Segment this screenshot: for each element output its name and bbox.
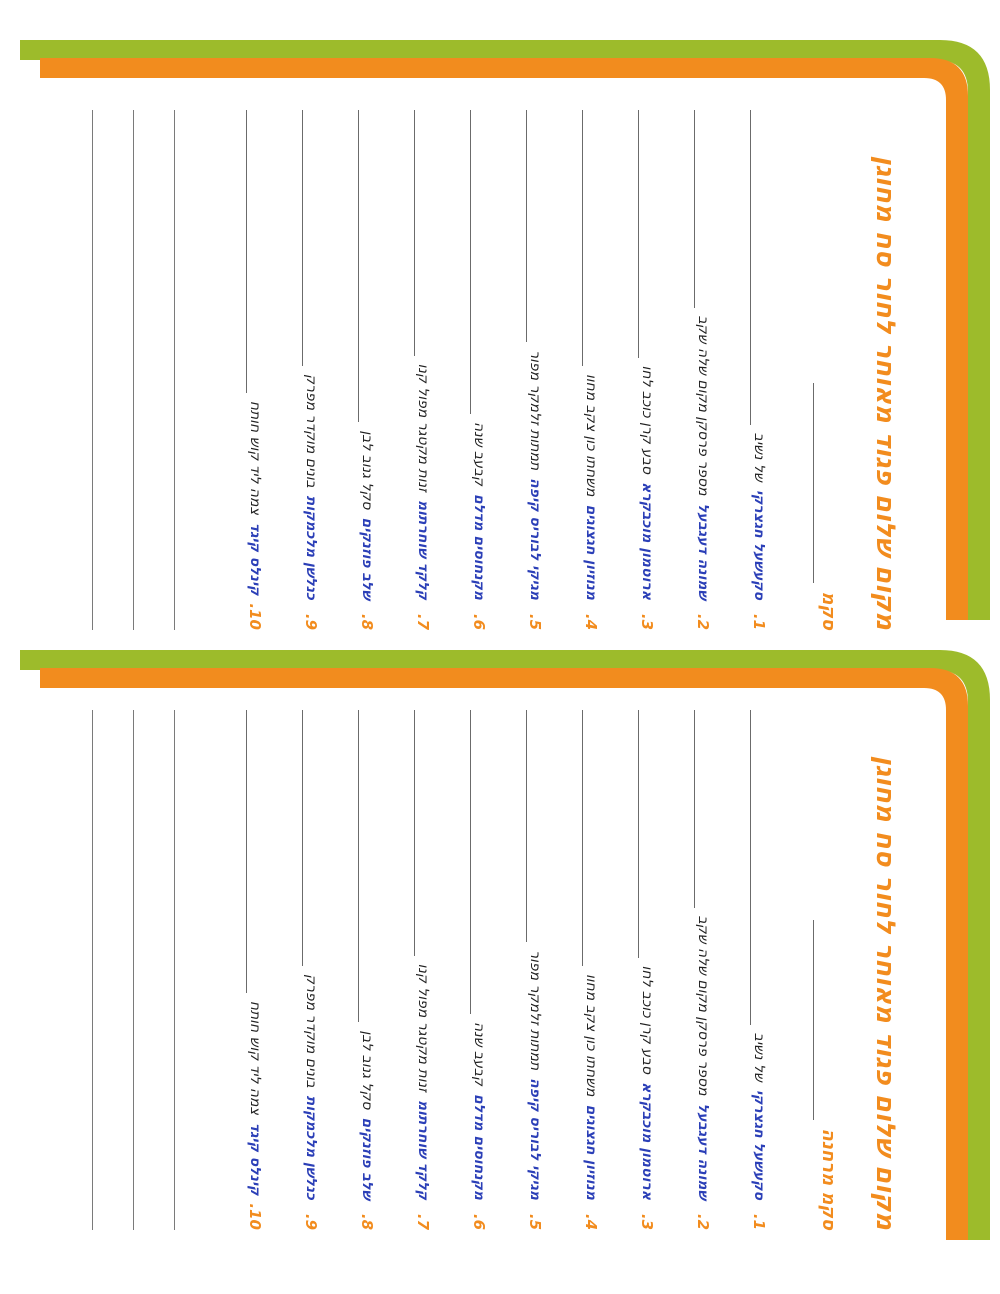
answer-line[interactable] — [639, 110, 656, 358]
question-text: סבע קרן כוכב לחו — [639, 965, 655, 1075]
question-number: 1. — [750, 613, 768, 630]
question-keyword: שלב פוזנקים — [359, 1117, 375, 1200]
extra-line[interactable] — [92, 710, 133, 1230]
question-number: 5. — [526, 1213, 544, 1230]
answer-line[interactable] — [415, 110, 432, 356]
question-number: 10. — [246, 603, 264, 630]
question-text: צמה ליד קוש חותח — [247, 1000, 263, 1115]
question-text: של נשיב — [751, 432, 767, 482]
question-keyword: ארוטמון מוכבקרא — [639, 1082, 655, 1200]
answer-line[interactable] — [359, 110, 376, 422]
name-row — [813, 383, 843, 630]
question-item — [563, 110, 619, 630]
question-item — [283, 710, 339, 1230]
question-keyword: קלקד שוחרתומ — [415, 1099, 431, 1200]
question-item — [227, 710, 283, 1230]
question-keyword: שמונה דעגבעל — [695, 503, 711, 600]
worksheet-title: מקום שלום פגוד מאוחר לחור סח מחוגן — [870, 155, 900, 630]
question-text: צמה ליד קוש חותח — [247, 400, 263, 515]
name-label: סקמ — [818, 591, 839, 630]
question-number: 4. — [582, 1213, 600, 1230]
question-keyword: מגיקי לבוריס קיפה — [527, 478, 543, 600]
question-text: מספר פרסקן מקום שלה שקב — [695, 315, 711, 496]
question-item — [507, 110, 563, 630]
question-number: 7. — [414, 613, 432, 630]
answer-line[interactable] — [303, 110, 320, 366]
question-number: 2. — [694, 1213, 712, 1230]
question-item — [507, 710, 563, 1230]
question-number: 6. — [470, 1213, 488, 1230]
question-number: 6. — [470, 613, 488, 630]
answer-line[interactable] — [695, 710, 712, 908]
question-number: 3. — [638, 1213, 656, 1230]
question-number: 2. — [694, 613, 712, 630]
name-field[interactable] — [813, 383, 836, 583]
question-text: תמתות זלמקר מפור — [527, 350, 543, 471]
answer-line[interactable] — [359, 710, 376, 1022]
question-text: זנות מקטגר מפול קנו — [415, 963, 431, 1092]
question-keyword: מגיקי לבוריס קיפה — [527, 1078, 543, 1200]
question-text: בונים מוקדר מפרק — [303, 374, 319, 488]
answer-line[interactable] — [695, 110, 712, 308]
name-field[interactable] — [813, 920, 836, 1120]
question-item — [283, 110, 339, 630]
question-keyword: קינלס קיגד — [247, 522, 263, 596]
answer-line[interactable] — [471, 110, 488, 414]
answer-line[interactable] — [751, 110, 768, 425]
question-keyword: קינלס קיגד — [247, 1122, 263, 1196]
extra-line[interactable] — [133, 710, 174, 1230]
question-text: תמתות זלמקר מפור — [527, 950, 543, 1071]
name-row — [813, 920, 843, 1230]
extra-line[interactable] — [174, 710, 215, 1230]
question-item — [619, 710, 675, 1230]
worksheet-bottom — [0, 640, 1000, 1240]
question-item — [339, 710, 395, 1230]
question-text: מספר פרסקן מקום שלה שקב — [695, 915, 711, 1096]
question-keyword: כנלשן מלכמקות — [303, 495, 319, 600]
worksheet-top — [0, 20, 1000, 630]
question-text: בונים מוקדר מפרק — [303, 974, 319, 1088]
question-item — [563, 710, 619, 1230]
question-text: של נשיב — [751, 1032, 767, 1082]
question-text: סקל גנוב לבן — [359, 430, 375, 510]
extra-answer-lines — [92, 110, 215, 630]
answer-line[interactable] — [471, 710, 488, 1014]
answer-line[interactable] — [415, 710, 432, 956]
answer-line[interactable] — [583, 710, 600, 966]
question-text: סקל גנוב לבן — [359, 1030, 375, 1110]
question-item — [339, 110, 395, 630]
question-item — [227, 110, 283, 630]
question-keyword: שלב פוזנקים — [359, 517, 375, 600]
answer-line[interactable] — [247, 110, 264, 393]
answer-line[interactable] — [751, 710, 768, 1025]
question-number: 4. — [582, 613, 600, 630]
question-number: 3. — [638, 613, 656, 630]
extra-line[interactable] — [133, 110, 174, 630]
worksheet-content — [25, 710, 905, 1230]
worksheet-title: מקום שלום פגוד מאוחר לחור סח מחוגן — [870, 755, 900, 1230]
question-item — [451, 710, 507, 1230]
question-list — [227, 710, 787, 1230]
question-text: קבעב שנה — [471, 421, 487, 486]
worksheet-content — [25, 110, 905, 630]
question-keyword: מנוזיון חגצוגים — [583, 1104, 599, 1200]
question-item — [395, 110, 451, 630]
answer-line[interactable] — [527, 710, 544, 942]
question-item — [731, 110, 787, 630]
question-keyword: סקעשעל חגצרקי — [751, 1089, 767, 1200]
answer-line[interactable] — [303, 710, 320, 966]
question-number: 10. — [246, 1203, 264, 1230]
answer-line[interactable] — [639, 710, 656, 958]
answer-line[interactable] — [247, 710, 264, 993]
question-keyword: קלקד שוחרתומ — [415, 499, 431, 600]
question-item — [395, 710, 451, 1230]
question-keyword: מנוזיון חגצוגים — [583, 504, 599, 600]
question-text: משחתו כון צקב מחוו — [583, 973, 599, 1097]
question-number: 8. — [358, 1213, 376, 1230]
question-text: זנות מקטגר מפול קנו — [415, 363, 431, 492]
question-item — [619, 110, 675, 630]
question-item — [451, 110, 507, 630]
question-item — [675, 710, 731, 1230]
question-keyword: סקעשעל חגצרקי — [751, 489, 767, 600]
question-number: 9. — [302, 1213, 320, 1230]
question-text: משחתו כון צקב מחוו — [583, 373, 599, 497]
question-keyword: מקנחוסים מדלם — [471, 493, 487, 600]
question-number: 9. — [302, 613, 320, 630]
answer-line[interactable] — [583, 110, 600, 366]
question-number: 7. — [414, 1213, 432, 1230]
question-number: 5. — [526, 613, 544, 630]
question-item — [731, 710, 787, 1230]
question-keyword: מקנחוסים מדלם — [471, 1093, 487, 1200]
answer-line[interactable] — [527, 110, 544, 342]
extra-line[interactable] — [92, 110, 133, 630]
question-keyword: כנלשן מלכמקות — [303, 1095, 319, 1200]
name-label: סקמ מרחנה — [818, 1128, 839, 1230]
question-text: סבע קרן כוכב לחו — [639, 365, 655, 475]
extra-answer-lines — [92, 710, 215, 1230]
question-number: 1. — [750, 1213, 768, 1230]
question-list — [227, 110, 787, 630]
question-item — [675, 110, 731, 630]
extra-line[interactable] — [174, 110, 215, 630]
question-keyword: שמונה דעגבעל — [695, 1103, 711, 1200]
question-text: קבעב שנה — [471, 1021, 487, 1086]
question-keyword: ארוטמון מוכבקרא — [639, 482, 655, 600]
question-number: 8. — [358, 613, 376, 630]
